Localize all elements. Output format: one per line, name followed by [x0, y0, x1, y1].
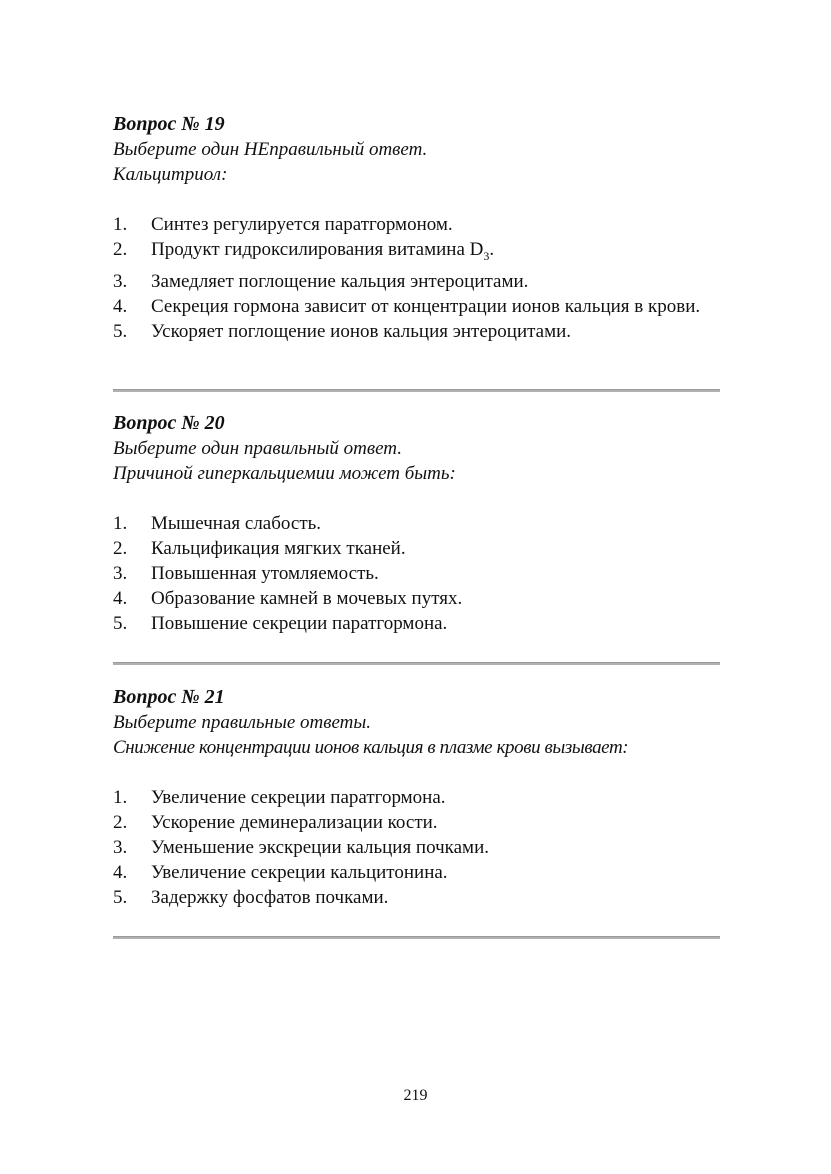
answer-item	[113, 586, 733, 611]
answer-number: 5.	[113, 887, 128, 908]
section-divider	[113, 662, 720, 665]
question-20	[113, 411, 733, 636]
answer-item	[113, 885, 733, 910]
page-number: 219	[403, 1087, 428, 1104]
answer-text: Кальцификация мягких тканей.	[151, 538, 406, 559]
answer-item	[113, 561, 733, 586]
answer-item	[113, 212, 733, 237]
answer-number: 4.	[113, 295, 128, 317]
answer-text: Ускоряет поглощение ионов кальция энтероцитами.	[151, 320, 572, 342]
answer-text: Замедляет поглощение кальция энтероцитами.	[151, 270, 529, 292]
answer-list	[113, 511, 733, 636]
answer-text: Повышение секреции паратгормона.	[151, 613, 448, 634]
answer-text: Уменьшение экскреции кальция почками.	[151, 837, 489, 858]
question-title: Вопрос № 20	[113, 412, 225, 434]
question-prompt: Кальцитриол:	[113, 164, 228, 185]
answer-item	[113, 810, 733, 835]
question-21	[113, 685, 733, 910]
answer-text: Синтез регулируется паратгормоном.	[151, 214, 453, 235]
answer-item	[113, 835, 733, 860]
answer-number: 5.	[113, 320, 128, 342]
section-divider	[113, 936, 720, 939]
answer-list	[113, 785, 733, 910]
answer-number: 4.	[113, 588, 128, 609]
answer-item	[113, 511, 733, 536]
answer-item	[113, 294, 733, 319]
answer-item	[113, 536, 733, 561]
answer-text-end: .	[489, 239, 495, 260]
answer-number: 2.	[113, 812, 128, 833]
answer-number: 2.	[113, 538, 128, 559]
answer-text-main: Продукт гидроксилирования витамина D	[151, 239, 484, 260]
answer-text: Секреция гормона зависит от концентрации ионов кальция в крови.	[151, 295, 701, 317]
answer-item	[113, 611, 733, 636]
answer-number: 3.	[113, 837, 128, 858]
question-prompt: Снижение концентрации ионов кальция в плазме крови вызывает:	[113, 737, 629, 758]
answer-text: Образование камней в мочевых путях.	[151, 588, 463, 609]
answer-item	[113, 860, 733, 885]
answer-item	[113, 319, 733, 344]
answer-item	[113, 237, 733, 269]
answer-text	[151, 237, 733, 269]
question-prompt: Причиной гиперкальциемии может быть:	[113, 463, 456, 484]
section-divider	[113, 389, 720, 392]
question-instruction: Выберите один правильный ответ.	[113, 438, 402, 459]
question-instruction: Выберите правильные ответы.	[113, 712, 372, 733]
answer-item	[113, 269, 733, 294]
answer-number: 2.	[113, 239, 128, 260]
question-19	[113, 112, 733, 344]
answer-number: 1.	[113, 513, 128, 534]
answer-text: Повышенная утомляемость.	[151, 563, 379, 584]
answer-text-subscript: 3	[483, 248, 490, 263]
answer-list	[113, 212, 733, 344]
answer-number: 3.	[113, 270, 128, 292]
answer-number: 1.	[113, 214, 128, 235]
answer-number: 3.	[113, 563, 128, 584]
answer-text: Увеличение секреции паратгормона.	[151, 787, 446, 808]
question-title: Вопрос № 19	[113, 113, 225, 135]
answer-text: Мышечная слабость.	[151, 513, 322, 534]
question-title: Вопрос № 21	[113, 686, 225, 708]
answer-text: Задержку фосфатов почками.	[151, 887, 389, 908]
question-instruction: Выберите один НЕправильный ответ.	[113, 139, 428, 160]
answer-number: 5.	[113, 613, 128, 634]
answer-text: Увеличение секреции кальцитонина.	[151, 862, 448, 883]
answer-number: 1.	[113, 787, 128, 808]
answer-number: 4.	[113, 862, 128, 883]
answer-text: Ускорение деминерализации кости.	[151, 812, 438, 833]
answer-item	[113, 785, 733, 810]
